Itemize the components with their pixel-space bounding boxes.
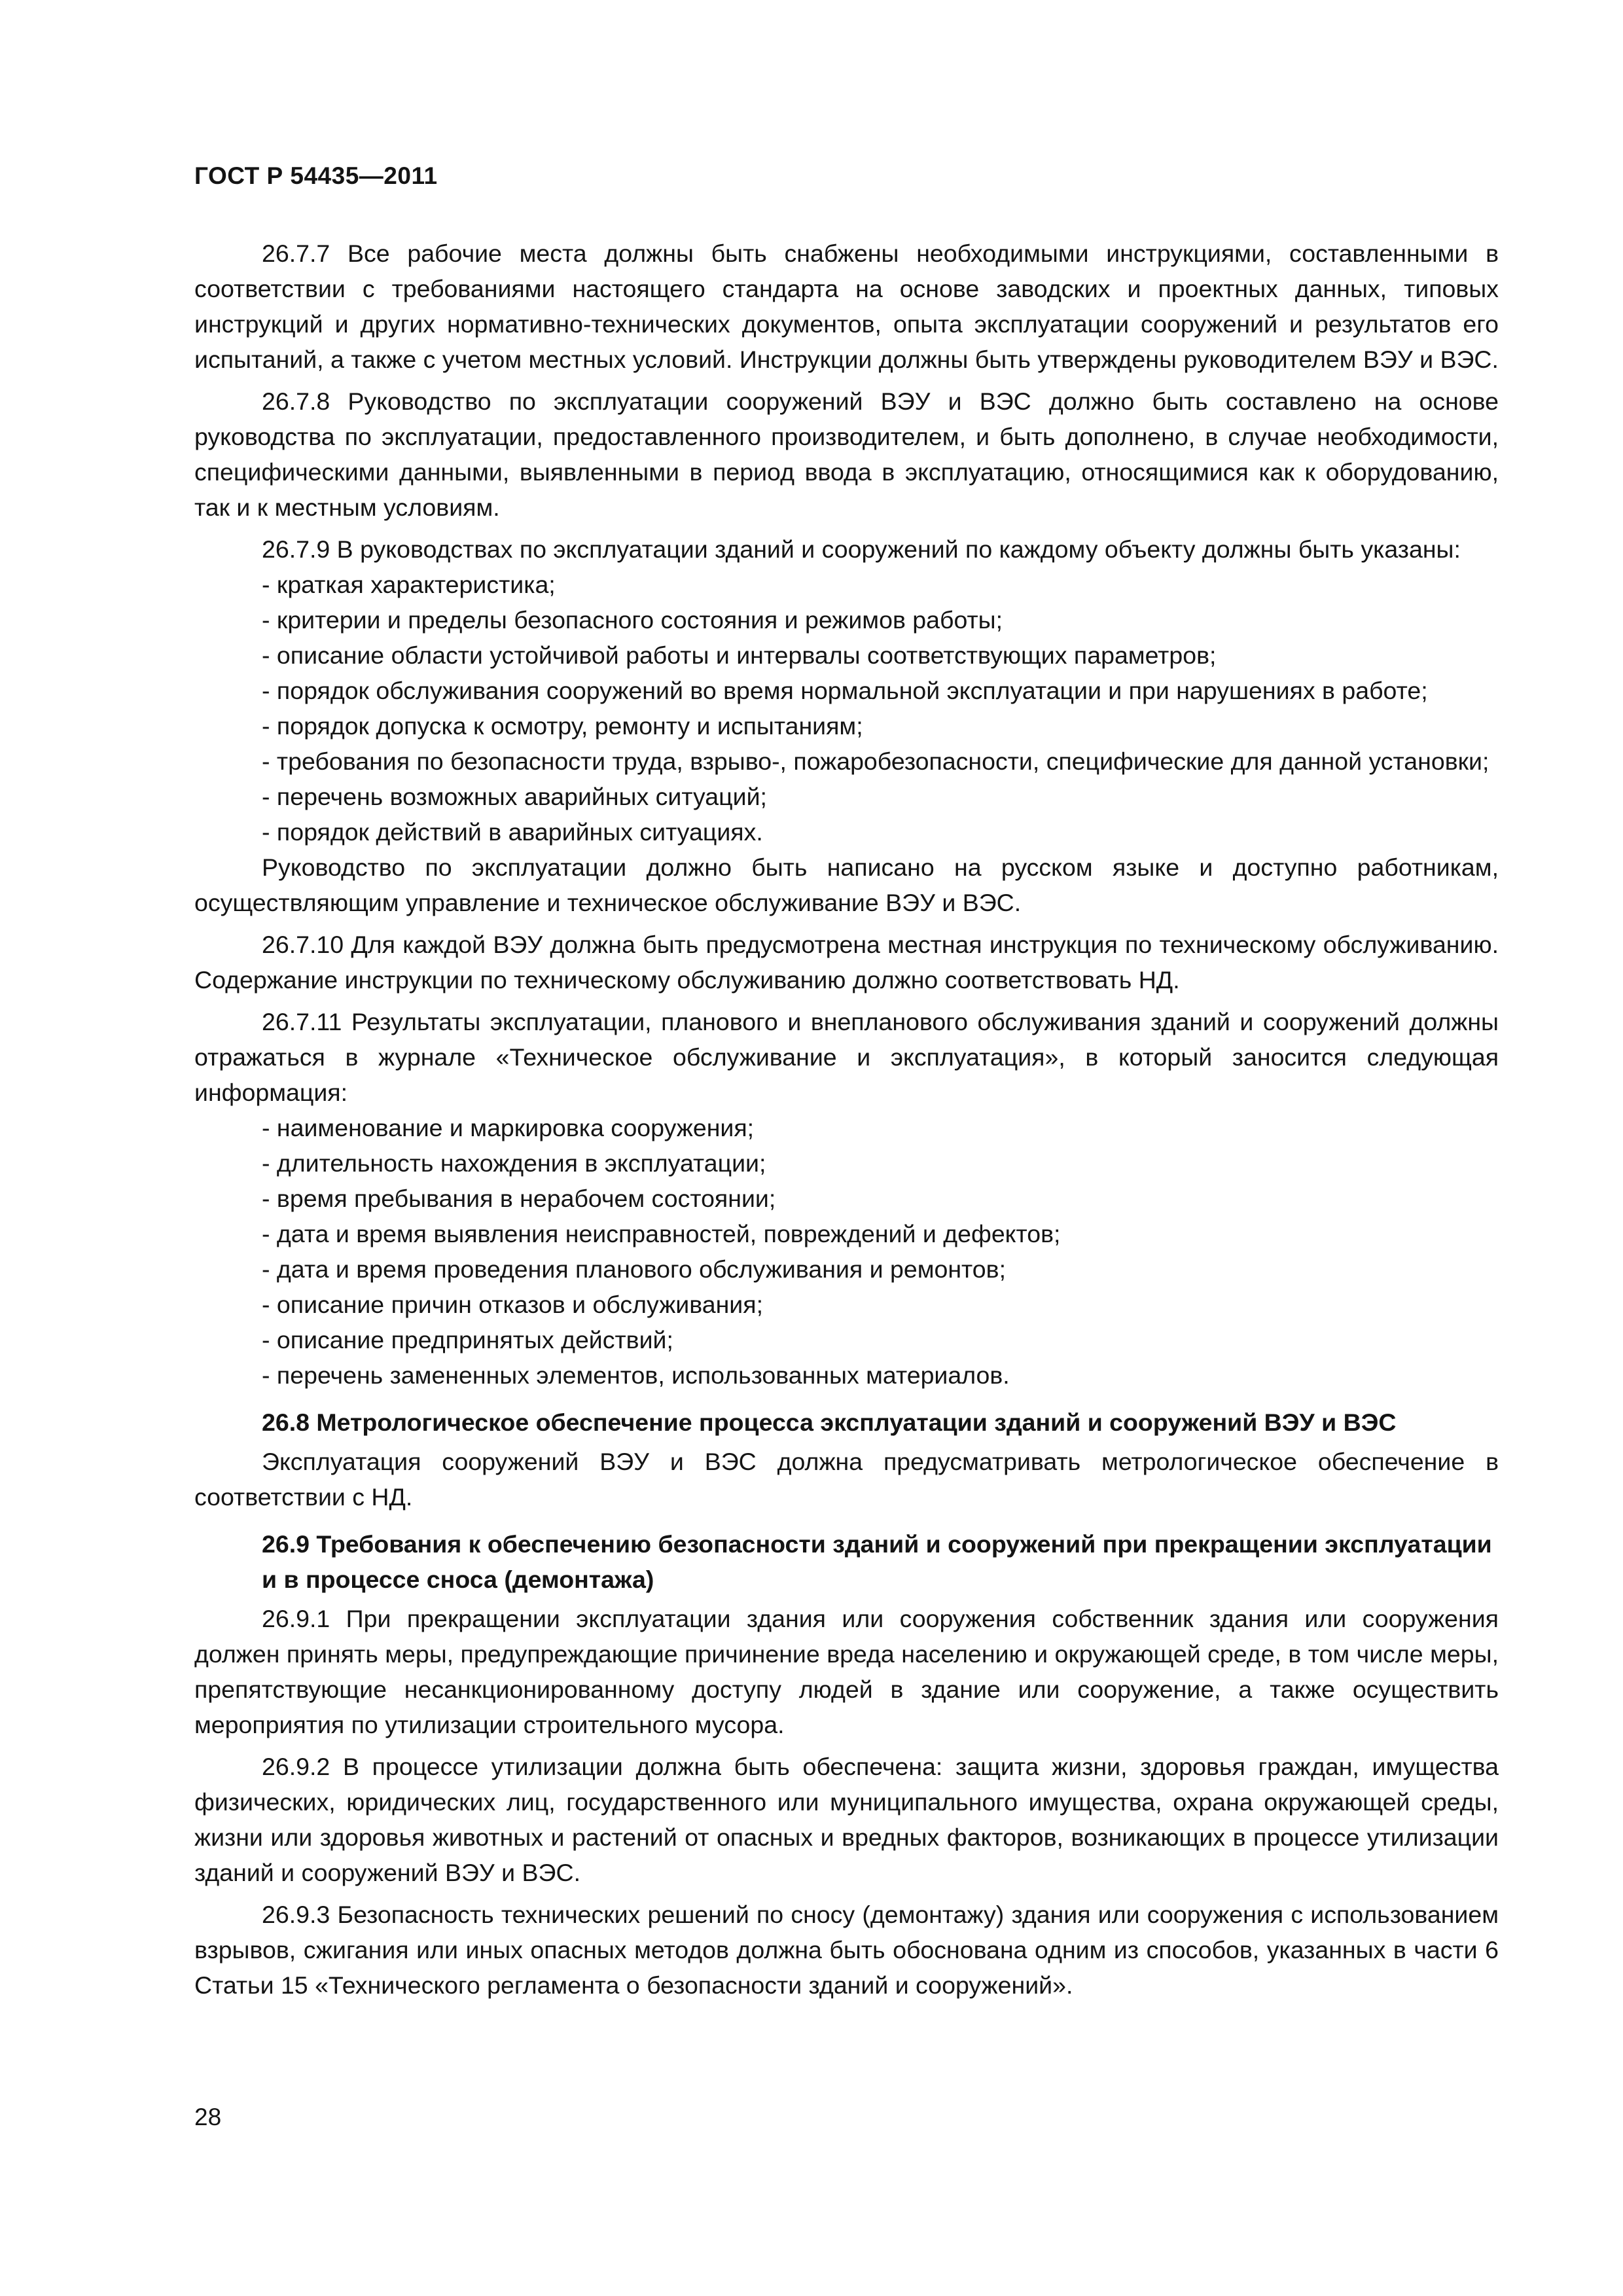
paragraph-26-7-8: 26.7.8 Руководство по эксплуатации сооружений ВЭУ и ВЭС должно быть составлено на основе руководства по эксплуатации, предоставленного производителем, и быть дополнено, в случае необходимости, специфическими данными, выявленными в период ввода в эксплуатацию, относящимися как к оборудованию, так и к местным условиям. — [194, 387, 1499, 521]
list-item: - описание причин отказов и обслуживания; — [194, 1287, 1499, 1322]
document-body — [194, 236, 1499, 2003]
list-item: - перечень замененных элементов, использованных материалов. — [194, 1357, 1499, 1393]
list-item: - длительность нахождения в эксплуатации; — [194, 1145, 1499, 1181]
section-heading-26-8: 26.8 Метрологическое обеспечение процесса эксплуатации зданий и сооружений ВЭУ и ВЭС — [262, 1408, 1397, 1436]
paragraph-26-9-3: 26.9.3 Безопасность технических решений по сносу (демонтажу) здания или сооружения с использованием взрывов, сжигания или иных опасных методов должна быть обоснована одним из способов, указанных в части 6 Статьи 15 «Технического регламента о безопасности зданий и сооружений». — [194, 1901, 1499, 1999]
paragraph-26-7-9: 26.7.9 В руководствах по эксплуатации зданий и сооружений по каждому объекту должны быть указаны: — [262, 535, 1461, 563]
paragraph-26-7-11: 26.7.11 Результаты эксплуатации, планового и внепланового обслуживания зданий и сооружений должны отражаться в журнале «Техническое обслуживание и эксплуатация», в который заносится следующая информация: — [194, 1008, 1499, 1106]
list-26-7-9 — [194, 567, 1499, 850]
list-item: - наименование и маркировка сооружения; — [194, 1110, 1499, 1145]
list-item: - порядок допуска к осмотру, ремонту и испытаниям; — [194, 708, 1499, 744]
page-number: 28 — [194, 2104, 222, 2130]
paragraph-26-7-7: 26.7.7 Все рабочие места должны быть снабжены необходимыми инструкциями, составленными в соответствии с требованиями настоящего стандарта на основе заводских и проектных данных, типовых инструкций и других нормативно-технических документов, опыта эксплуатации сооружений и результатов его испытаний, а также с учетом местных условий. Инструкции должны быть утверждены руководителем ВЭУ и ВЭС. — [194, 240, 1499, 373]
paragraph-manual-language: Руководство по эксплуатации должно быть написано на русском языке и доступно работникам, осуществляющим управление и техническое обслуживание ВЭУ и ВЭС. — [194, 853, 1499, 916]
document-header: ГОСТ Р 54435—2011 — [194, 162, 438, 189]
list-item: - порядок действий в аварийных ситуациях. — [194, 814, 1499, 850]
paragraph-26-8: Эксплуатация сооружений ВЭУ и ВЭС должна предусматривать метрологическое обеспечение в соответствии с НД. — [194, 1448, 1499, 1511]
paragraph-26-7-10: 26.7.10 Для каждой ВЭУ должна быть предусмотрена местная инструкция по техническому обслуживанию. Содержание инструкции по техническому обслуживанию должно соответствовать НД. — [194, 931, 1499, 994]
list-item: - время пребывания в нерабочем состоянии; — [194, 1181, 1499, 1216]
list-item: - описание предпринятых действий; — [194, 1322, 1499, 1357]
list-item: - требования по безопасности труда, взрыво-, пожаробезопасности, специфические для данной установки; — [194, 744, 1499, 779]
list-26-7-11 — [194, 1110, 1499, 1393]
list-item: - критерии и пределы безопасного состояния и режимов работы; — [194, 602, 1499, 637]
list-item: - перечень возможных аварийных ситуаций; — [194, 779, 1499, 814]
paragraph-26-9-2: 26.9.2 В процессе утилизации должна быть обеспечена: защита жизни, здоровья граждан, имущества физических, юридических лиц, государственного или муниципального имущества, охрана окружающей среды, жизни или здоровья животных и растений от опасных и вредных факторов, возникающих в процессе утилизации зданий и сооружений ВЭУ и ВЭС. — [194, 1753, 1499, 1886]
list-item: - порядок обслуживания сооружений во время нормальной эксплуатации и при нарушениях в работе; — [194, 673, 1499, 708]
paragraph-26-9-1: 26.9.1 При прекращении эксплуатации здания или сооружения собственник здания или сооружения должен принять меры, предупреждающие причинение вреда населению и окружающей среде, в том числе меры, препятствующие несанкционированному доступу людей в здание или сооружение, а также осуществить мероприятия по утилизации строительного мусора. — [194, 1605, 1499, 1738]
list-item: - дата и время выявления неисправностей, повреждений и дефектов; — [194, 1216, 1499, 1251]
list-item: - краткая характеристика; — [194, 567, 1499, 602]
list-item: - дата и время проведения планового обслуживания и ремонтов; — [194, 1251, 1499, 1287]
list-item: - описание области устойчивой работы и интервалы соответствующих параметров; — [194, 637, 1499, 673]
section-heading-26-9: 26.9 Требования к обеспечению безопасности зданий и сооружений при прекращении эксплуатации и в процессе сноса (демонтажа) — [262, 1530, 1492, 1593]
